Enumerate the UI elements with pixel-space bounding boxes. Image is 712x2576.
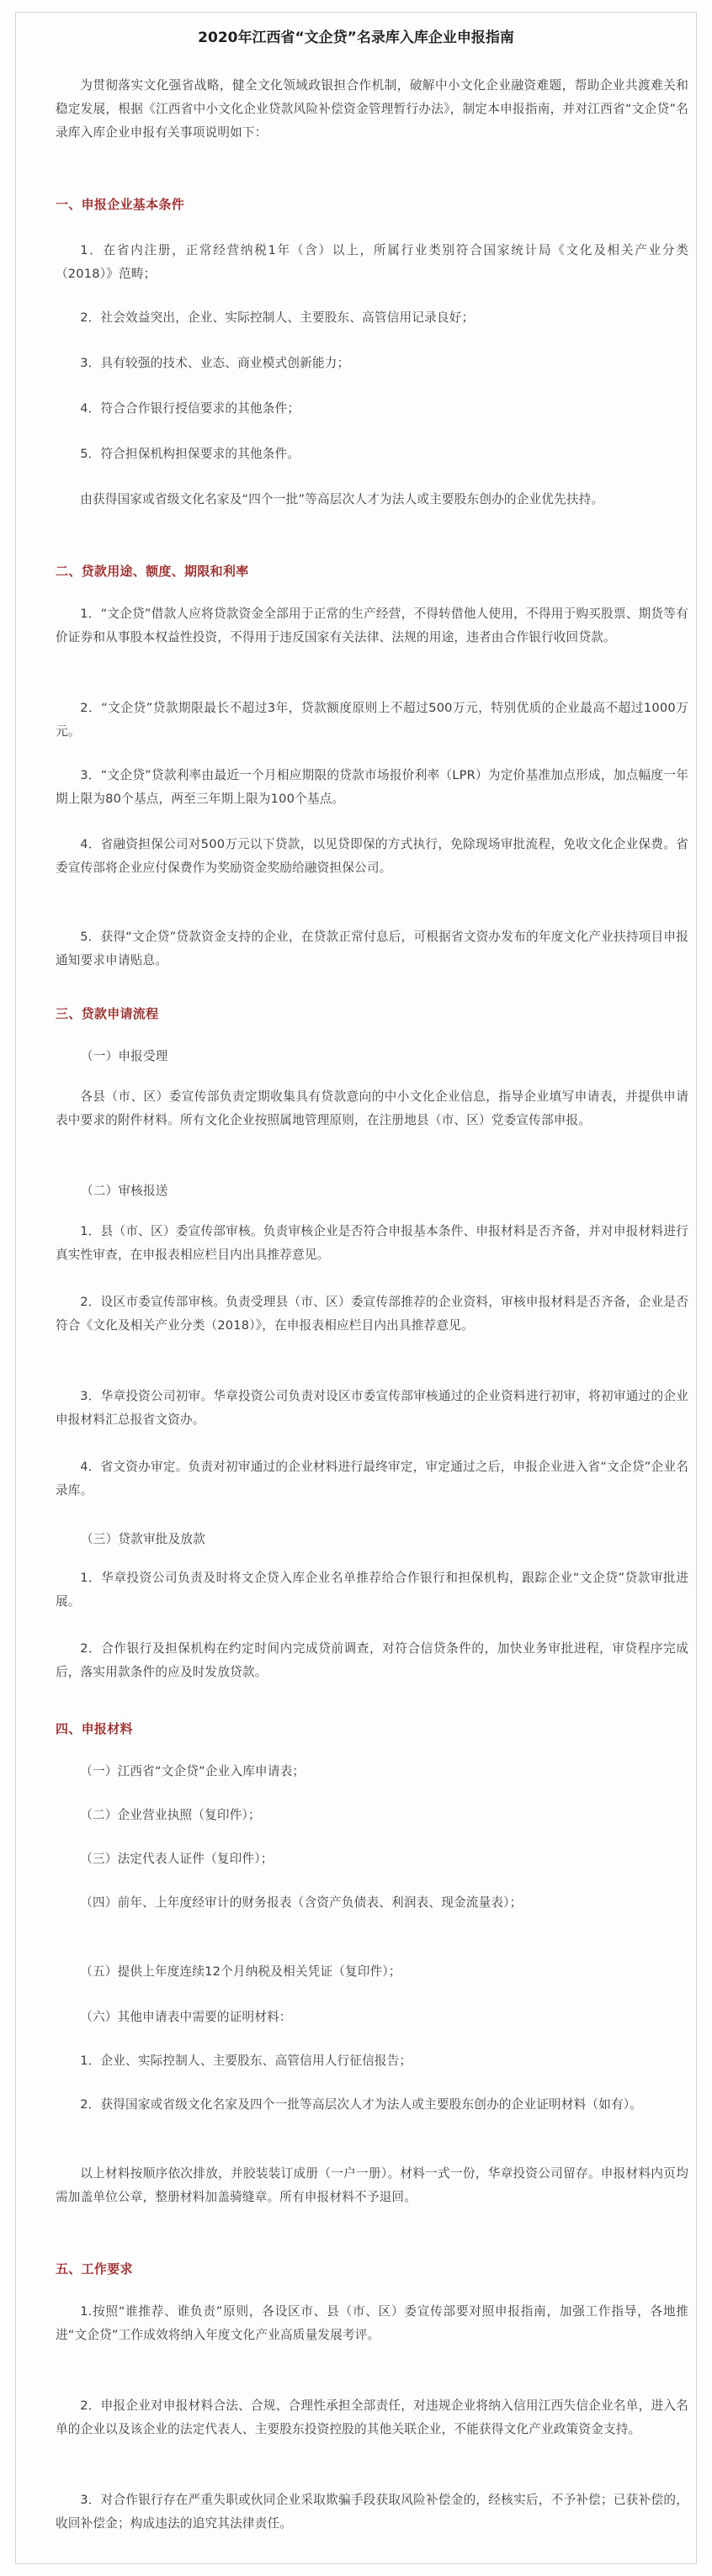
page-title: 2020年江西省“文企贷”名录库入库企业申报指南 [198,29,514,46]
s3-review-item-1: 1．县（市、区）委宣传部审核。负责审核企业是否符合申报基本条件、申报材料是否齐备，并对申报材料进行真实性审查，在申报表相应栏目内出具推荐意见。 [56,1224,688,1262]
s3-sub-heading-2: （二）审核报送 [81,1184,168,1198]
s4-material-6: （六）其他申请表中需要的证明材料： [80,2010,292,2024]
s1-item-3: 3．具有较强的技术、业态、商业模式创新能力； [80,356,350,370]
s1-item-4: 4．符合合作银行授信要求的其他条件； [80,401,300,416]
section-3-heading: 三、贷款申请流程 [56,1006,159,1021]
s5-item-2: 2．申报企业对申报材料合法、合规、合理性承担全部责任，对违规企业将纳入信用江西失信企业名单，进入名单的企业以及该企业的法定代表人、主要股东投资控股的其他关联企业，不能获得文化产业政策资金支持。 [56,2398,688,2436]
section-1-heading: 一、申报企业基本条件 [56,197,185,212]
s2-item-4: 4．省融资担保公司对500万元以下贷款，以见贷即保的方式执行，免除现场审批流程，免收文化企业保费。省委宣传部将企业应付保费作为奖励资金奖励给融资担保公司。 [56,837,688,875]
section-5-heading: 五、工作要求 [56,2261,133,2277]
s2-item-1: 1．“文企贷”借款人应将贷款资金全部用于正常的生产经营，不得转借他人使用，不得用于购买股票、期货等有价证券和从事股本权益性投资，不得用于违反国家有关法律、法规的用途，违者由合作银行收回贷款。 [56,607,688,644]
s1-item-2: 2．社会效益突出，企业、实际控制人、主要股东、高管信用记录良好； [80,310,475,325]
s4-material-3: （三）法定代表人证件（复印件）； [80,1852,274,1866]
s3-sub-heading-1: （一）申报受理 [81,1049,168,1063]
s1-priority-note: 由获得国家或省级文化名家及“四个一批”等高层次人才为法人或主要股东创办的企业优先扶持。 [80,492,604,506]
s4-binding-note: 以上材料按顺序依次排放，并胶装装订成册（一户一册）。材料一式一份，华章投资公司留存。申报材料内页均需加盖单位公章，整册材料加盖骑缝章。所有申报材料不予退回。 [56,2166,688,2204]
s4-material-6-2: 2．获得国家或省级文化名家及四个一批等高层次人才为法人或主要股东创办的企业证明材料（如有）。 [80,2097,643,2112]
s3-review-item-2: 2．设区市委宣传部审核。负责受理县（市、区）委宣传部推荐的企业资料，审核申报材料是否齐备，企业是否符合《文化及相关产业分类（2018）》，在申报表相应栏目内出具推荐意见。 [56,1295,688,1333]
intro-paragraph: 为贯彻落实文化强省战略，健全文化领域政银担合作机制，破解中小文化企业融资难题，帮助企业共渡难关和稳定发展，根据《江西省中小文化企业贷款风险补偿资金管理暂行办法》，制定本申报指南，并对江西省“文企贷”名录库入库企业申报有关事项说明如下： [56,78,688,140]
s4-material-2: （二）企业营业执照（复印件）； [80,1808,261,1822]
s3-loan-item-1: 1．华章投资公司负责及时将文企贷入库企业名单推荐给合作银行和担保机构，跟踪企业“文企贷”贷款审批进展。 [56,1571,688,1609]
s3-sub-heading-3: （三）贷款审批及放款 [81,1532,205,1546]
s2-item-2: 2．“文企贷”贷款期限最长不超过3年，贷款额度原则上不超过500万元，特别优质的企业最高不超过1000万元。 [56,701,688,739]
s1-item-5: 5．符合担保机构担保要求的其他条件。 [80,447,300,461]
s5-item-3: 3．对合作银行存在严重失职或伙同企业采取欺骗手段获取风险补偿金的，经核实后，不予补偿；已获补偿的，收回补偿金；构成违法的追究其法律责任。 [56,2493,688,2531]
s3-acceptance-paragraph: 各县（市、区）委宣传部负责定期收集具有贷款意向的中小文化企业信息，指导企业填写申请表，并提供申请表中要求的附件材料。所有文化企业按照属地管理原则，在注册地县（市、区）党委宣传部申报。 [56,1089,688,1127]
s4-material-6-1: 1．企业、实际控制人、主要股东、高管信用人行征信报告； [80,2054,412,2068]
s4-material-4: （四）前年、上年度经审计的财务报表（含资产负债表、利润表、现金流量表）； [80,1895,523,1910]
s3-loan-item-2: 2．合作银行及担保机构在约定时间内完成贷前调查，对符合信贷条件的，加快业务审批进程，审贷程序完成后，落实用款条件的应及时发放贷款。 [56,1641,688,1679]
s3-review-item-3: 3．华章投资公司初审。华章投资公司负责对设区市委宣传部审核通过的企业资料进行初审，将初审通过的企业申报材料汇总报省文资办。 [56,1389,688,1427]
s3-review-item-4: 4．省文资办审定。负责对初审通过的企业材料进行最终审定，审定通过之后，申报企业进入省“文企贷”企业名录库。 [56,1460,688,1497]
s5-item-1: 1.按照“谁推荐、谁负责”原则，各设区市、县（市、区）委宣传部要对照申报指南，加强工作指导，各地推进“文企贷”工作成效将纳入年度文化产业高质量发展考评。 [56,2304,688,2342]
section-4-heading: 四、申报材料 [56,1721,133,1736]
s1-item-1: 1．在省内注册，正常经营纳税1年（含）以上，所属行业类别符合国家统计局《文化及相关产业分类（2018）》范畴； [56,243,688,281]
s4-material-1: （一）江西省“文企贷”企业入库申请表； [80,1764,306,1778]
section-2-heading: 二、贷款用途、额度、期限和利率 [56,564,249,579]
s2-item-5: 5．获得“文企贷”贷款资金支持的企业，在贷款正常付息后，可根据省文资办发布的年度文化产业扶持项目申报通知要求申请贴息。 [56,930,688,967]
s2-item-3: 3．“文企贷”贷款利率由最近一个月相应期限的贷款市场报价利率（LPR）为定价基准加点形成，加点幅度一年期上限为80个基点，两至三年期上限为100个基点。 [56,768,688,806]
s4-material-5: （五）提供上年度连续12个月纳税及相关凭证（复印件）； [80,1964,401,1979]
